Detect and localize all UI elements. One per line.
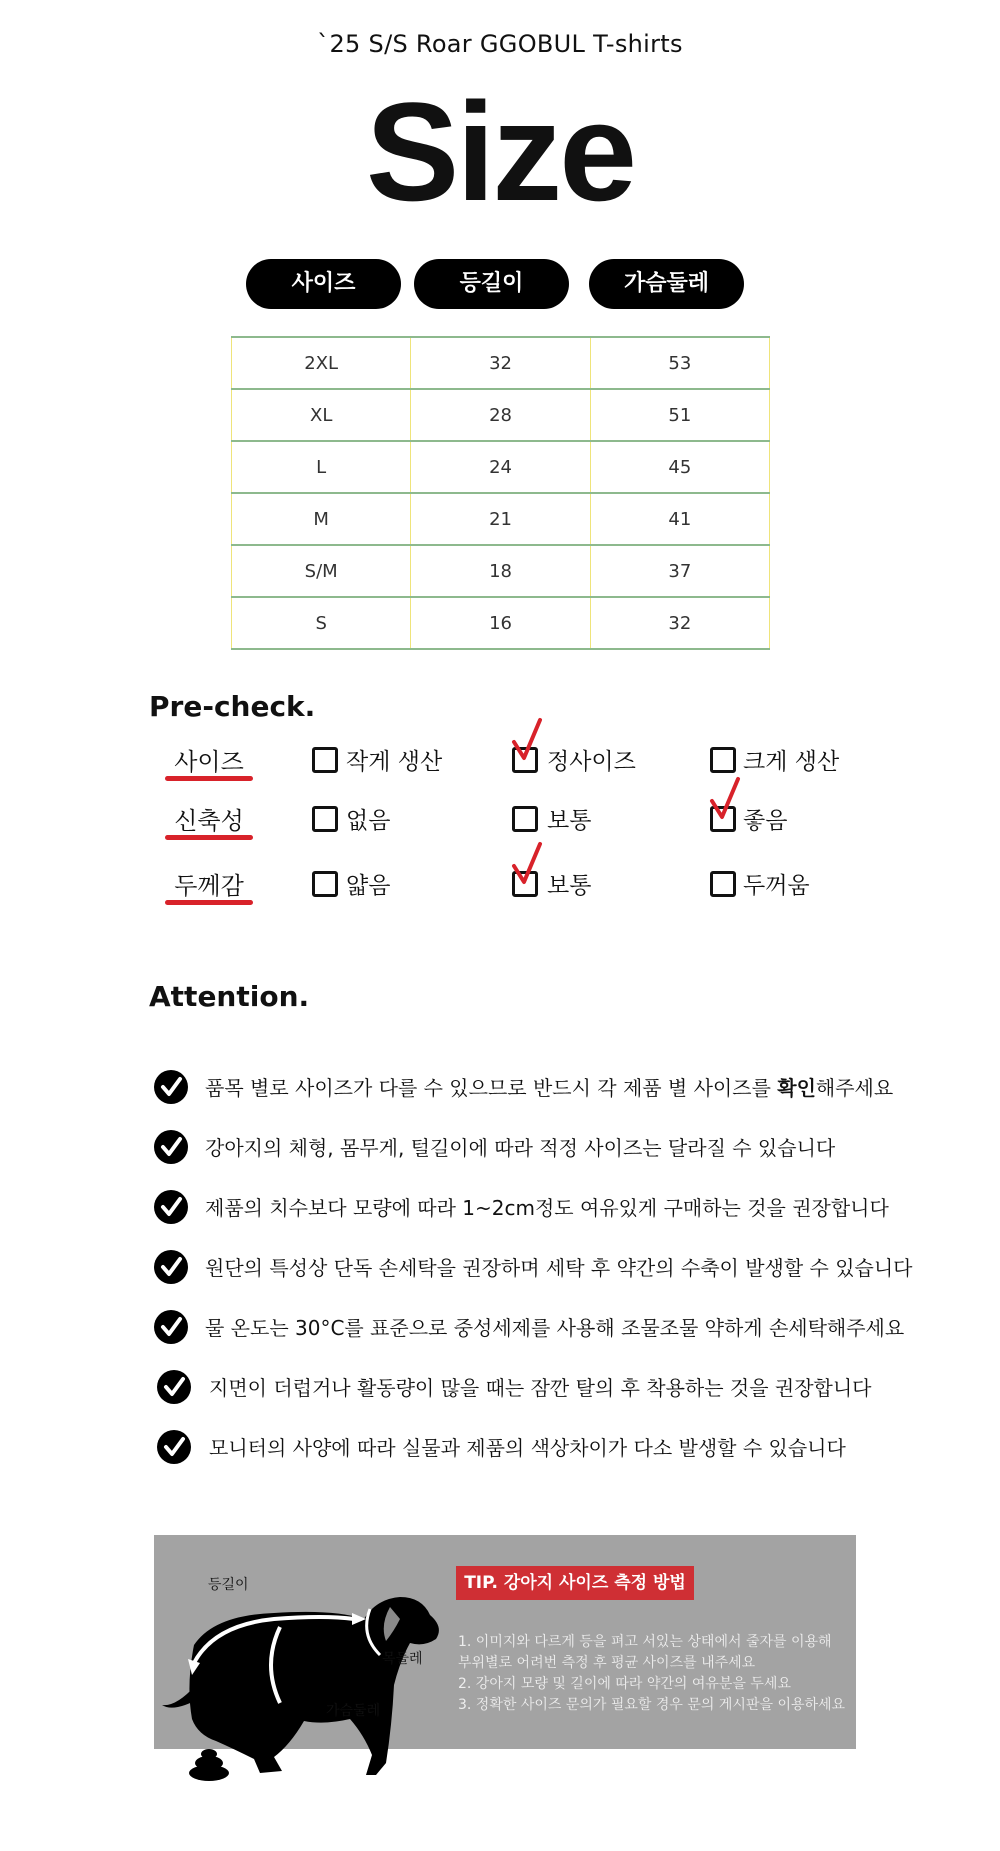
check-circle-icon bbox=[157, 1430, 191, 1464]
attention-item bbox=[209, 1372, 872, 1401]
cell-chest: 37 bbox=[590, 545, 769, 597]
cell-chest: 45 bbox=[590, 441, 769, 493]
label-chest: 가슴둘레 bbox=[326, 1703, 381, 1719]
tip-badge: TIP. 강아지 사이즈 측정 방법 bbox=[456, 1566, 694, 1600]
table-row bbox=[232, 389, 770, 441]
attention-item bbox=[205, 1192, 889, 1221]
cell-size: L bbox=[232, 441, 411, 493]
product-subtitle: `25 S/S Roar GGOBUL T-shirts bbox=[317, 30, 683, 58]
checkbox[interactable] bbox=[312, 806, 338, 832]
checkbox-label: 좋음 bbox=[743, 808, 788, 834]
attention-item bbox=[209, 1432, 846, 1461]
cell-back-length: 18 bbox=[411, 545, 590, 597]
attention-item bbox=[205, 1312, 904, 1341]
header-pill-back-length: 등길이 bbox=[414, 259, 569, 309]
checkbox-label: 얇음 bbox=[346, 873, 391, 899]
cell-chest: 53 bbox=[590, 337, 769, 389]
header-pill-chest: 가슴둘레 bbox=[589, 259, 744, 309]
checkbox-label: 두꺼움 bbox=[743, 873, 810, 899]
tip-line: 3. 정확한 사이즈 문의가 필요할 경우 문의 게시판을 이용하세요 bbox=[458, 1697, 846, 1713]
attention-text: 지면이 더럽거나 활동량이 많을 때는 잠깐 탈의 후 착용하는 것을 권장합니다 bbox=[209, 1376, 872, 1400]
label-underline bbox=[165, 900, 253, 905]
attention-text: 원단의 특성상 단독 손세탁을 권장하며 세탁 후 약간의 수축이 발생할 수 있습니다 bbox=[205, 1256, 913, 1280]
tip-line: 1. 이미지와 다르게 등을 펴고 서있는 상태에서 줄자를 이용해 bbox=[458, 1634, 832, 1650]
tip-line: 부위별로 어려번 측정 후 평균 사이즈를 내주세요 bbox=[458, 1655, 756, 1671]
check-circle-icon bbox=[154, 1070, 188, 1104]
cell-size: XL bbox=[232, 389, 411, 441]
checkbox-label: 없음 bbox=[346, 808, 391, 834]
checkbox-label: 정사이즈 bbox=[547, 749, 636, 775]
check-circle-icon bbox=[157, 1370, 191, 1404]
checkbox[interactable] bbox=[710, 871, 736, 897]
check-circle-icon bbox=[154, 1130, 188, 1164]
checkbox-label: 크게 생산 bbox=[743, 749, 840, 775]
precheck-label: 신축성 bbox=[174, 807, 244, 835]
attention-title: Attention. bbox=[149, 980, 310, 1013]
cell-chest: 51 bbox=[590, 389, 769, 441]
table-row bbox=[232, 597, 770, 649]
cell-size: S/M bbox=[232, 545, 411, 597]
size-table bbox=[231, 336, 770, 650]
attention-item bbox=[205, 1252, 913, 1281]
table-row bbox=[232, 441, 770, 493]
label-underline bbox=[165, 776, 253, 781]
header-pill-size: 사이즈 bbox=[246, 259, 401, 309]
attention-text: 물 온도는 30°C를 표준으로 중성세제를 사용해 조물조물 약하게 손세탁해주세요 bbox=[205, 1316, 905, 1340]
cell-back-length: 16 bbox=[411, 597, 590, 649]
check-circle-icon bbox=[154, 1190, 188, 1224]
checkbox-label: 보통 bbox=[547, 808, 592, 834]
attention-text: 강아지의 체형, 몸무게, 털길이에 따라 적정 사이즈는 달라질 수 있습니다 bbox=[205, 1136, 836, 1160]
dog-illustration bbox=[154, 1535, 454, 1835]
check-mark-icon bbox=[510, 840, 550, 890]
checkbox[interactable] bbox=[710, 747, 736, 773]
tip-line: 2. 강아지 모량 및 길이에 따라 약간의 여유분을 두세요 bbox=[458, 1676, 791, 1692]
table-row bbox=[232, 545, 770, 597]
checkbox[interactable] bbox=[312, 747, 338, 773]
cell-back-length: 24 bbox=[411, 441, 590, 493]
checkbox-label: 작게 생산 bbox=[346, 749, 443, 775]
checkbox-label: 보통 bbox=[547, 873, 592, 899]
cell-back-length: 21 bbox=[411, 493, 590, 545]
cell-chest: 32 bbox=[590, 597, 769, 649]
check-mark-icon bbox=[708, 775, 748, 825]
attention-emphasis: 확인 bbox=[777, 1076, 816, 1100]
label-back-length: 등길이 bbox=[208, 1577, 249, 1593]
attention-text-tail: 해주세요 bbox=[815, 1076, 894, 1100]
label-neck: 목둘레 bbox=[382, 1651, 423, 1667]
checkbox[interactable] bbox=[312, 871, 338, 897]
page-title: Size bbox=[365, 73, 635, 230]
cell-chest: 41 bbox=[590, 493, 769, 545]
cell-back-length: 28 bbox=[411, 389, 590, 441]
cell-back-length: 32 bbox=[411, 337, 590, 389]
attention-text: 품목 별로 사이즈가 다를 수 있으므로 반드시 각 제품 별 사이즈를 bbox=[205, 1076, 778, 1100]
table-row bbox=[232, 493, 770, 545]
table-row bbox=[232, 337, 770, 389]
label-underline bbox=[165, 835, 253, 840]
precheck-title: Pre-check. bbox=[149, 690, 316, 723]
precheck-label: 사이즈 bbox=[174, 748, 244, 776]
cell-size: M bbox=[232, 493, 411, 545]
cell-size: S bbox=[232, 597, 411, 649]
precheck-label: 두께감 bbox=[174, 872, 244, 900]
checkbox[interactable] bbox=[512, 806, 538, 832]
cell-size: 2XL bbox=[232, 337, 411, 389]
check-circle-icon bbox=[154, 1310, 188, 1344]
dog-body bbox=[189, 1597, 438, 1775]
attention-item bbox=[205, 1132, 835, 1161]
attention-text: 모니터의 사양에 따라 실물과 제품의 색상차이가 다소 발생할 수 있습니다 bbox=[209, 1436, 846, 1460]
check-mark-icon bbox=[510, 716, 550, 766]
check-circle-icon bbox=[154, 1250, 188, 1284]
attention-item bbox=[205, 1072, 893, 1101]
attention-text: 제품의 치수보다 모량에 따라 1~2cm정도 여유있게 구매하는 것을 권장합니다 bbox=[205, 1196, 889, 1220]
